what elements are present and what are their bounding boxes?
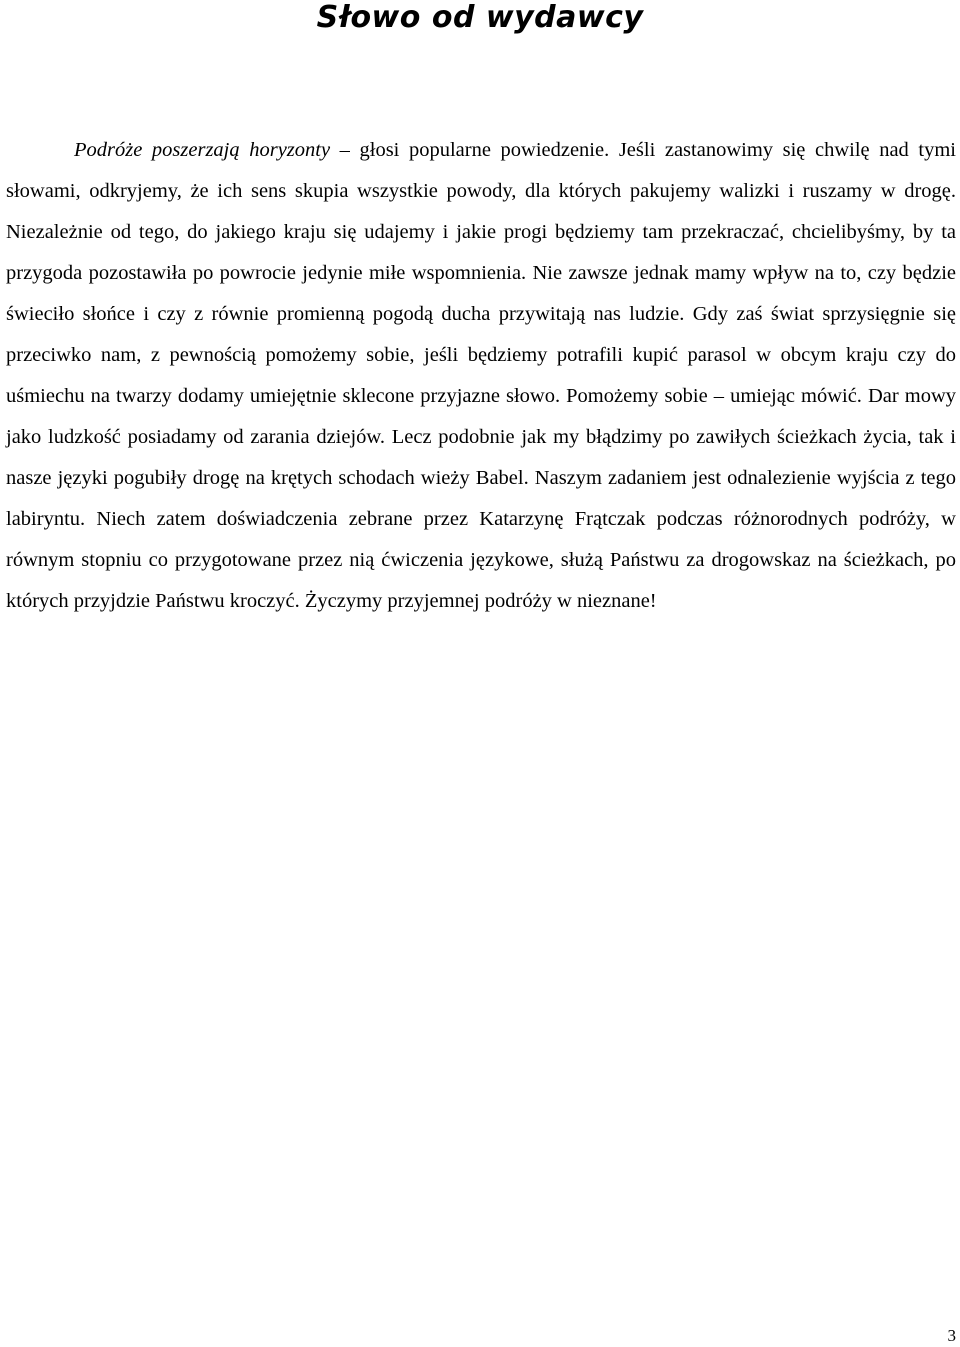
page-number: 3	[947, 1326, 956, 1345]
body-text-rest: – głosi popularne powiedzenie. Jeśli zastanowimy się chwilę nad tymi słowami, odkryjemy, że ich sens skupia wszystkie powody, dla których pakujemy walizki i ruszamy w drogę. Niezależnie od tego, do jakiego kraju się udajemy i jakie progi będziemy tam przekraczać, chcielibyśmy, by ta przygoda pozostawiła po powrocie jedynie miłe wspomnienia. Nie zawsze jednak mamy wpływ na to, czy będzie świeciło słońce i czy z równie promienną pogodą ducha przywitają nas ludzie. Gdy zaś świat sprzysięgnie się przeciwko nam, z pewnością pomożemy sobie, jeśli będziemy potrafili kupić parasol w obcym kraju czy do uśmiechu na twarzy dodamy umiejętnie sklecone przyjazne słowo. Pomożemy sobie – umiejąc mówić. Dar mowy jako ludzkość posiadamy od zarania dziejów. Lecz podobnie jak my błądzimy po zawiłych ścieżkach życia, tak i nasze języki pogubiły drogę na krętych schodach wieży Babel. Naszym zadaniem jest odnalezienie wyjścia z tego labiryntu. Niech zatem doświadczenia zebrane przez Katarzynę Frątczak podczas różnorodnych podróży, w równym stopniu co przygotowane przez nią ćwiczenia językowe, służą Państwu za drogowskaz na ścieżkach, po których przyjdzie Państwu kroczyć. Życzymy przyjemnej podróży w nieznane!	[6, 139, 956, 612]
body-paragraph	[6, 130, 956, 622]
page-title: Słowo od wydawcy	[316, 0, 644, 35]
lead-phrase: Podróże poszerzają horyzonty	[74, 139, 331, 161]
